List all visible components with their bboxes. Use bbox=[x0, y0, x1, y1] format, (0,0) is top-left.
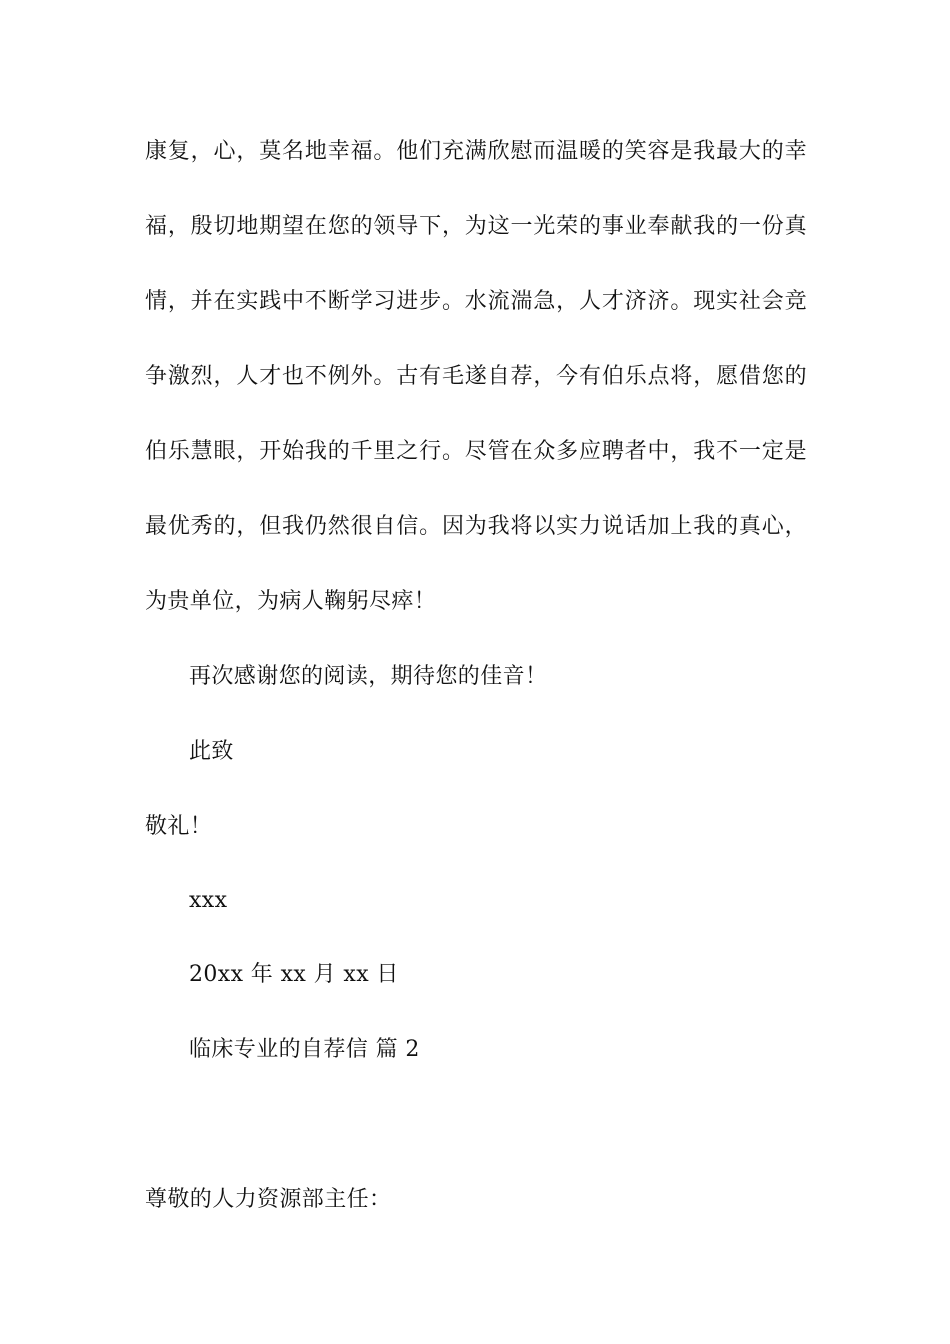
paragraph-line: 福，殷切地期望在您的领导下，为这一光荣的事业奉献我的一份真 bbox=[145, 214, 807, 239]
paragraph-line: 为贵单位，为病人鞠躬尽瘁！ bbox=[145, 589, 437, 614]
paragraph-line: 最优秀的，但我仍然很自信。因为我将以实力说话加上我的真心， bbox=[145, 514, 807, 539]
section-title: 临床专业的自荐信 篇 2 bbox=[189, 1037, 420, 1062]
thanks-line: 再次感谢您的阅读，期待您的佳音！ bbox=[189, 664, 548, 689]
paragraph-line: 伯乐慧眼，开始我的千里之行。尽管在众多应聘者中，我不一定是 bbox=[145, 439, 807, 464]
closing-jing-li: 敬礼！ bbox=[145, 814, 213, 839]
paragraph-line: 争激烈，人才也不例外。古有毛遂自荐，今有伯乐点将，愿借您的 bbox=[145, 364, 807, 389]
signature: xxx bbox=[189, 888, 228, 913]
paragraph-line: 康复，心，莫名地幸福。他们充满欣慰而温暖的笑容是我最大的幸 bbox=[145, 139, 807, 164]
closing-ci-zhi: 此致 bbox=[189, 739, 234, 764]
date-line: 20xx 年 xx 月 xx 日 bbox=[189, 962, 399, 987]
salutation: 尊敬的人力资源部主任： bbox=[145, 1187, 392, 1212]
paragraph-line: 情，并在实践中不断学习进步。水流湍急，人才济济。现实社会竞 bbox=[145, 289, 807, 314]
